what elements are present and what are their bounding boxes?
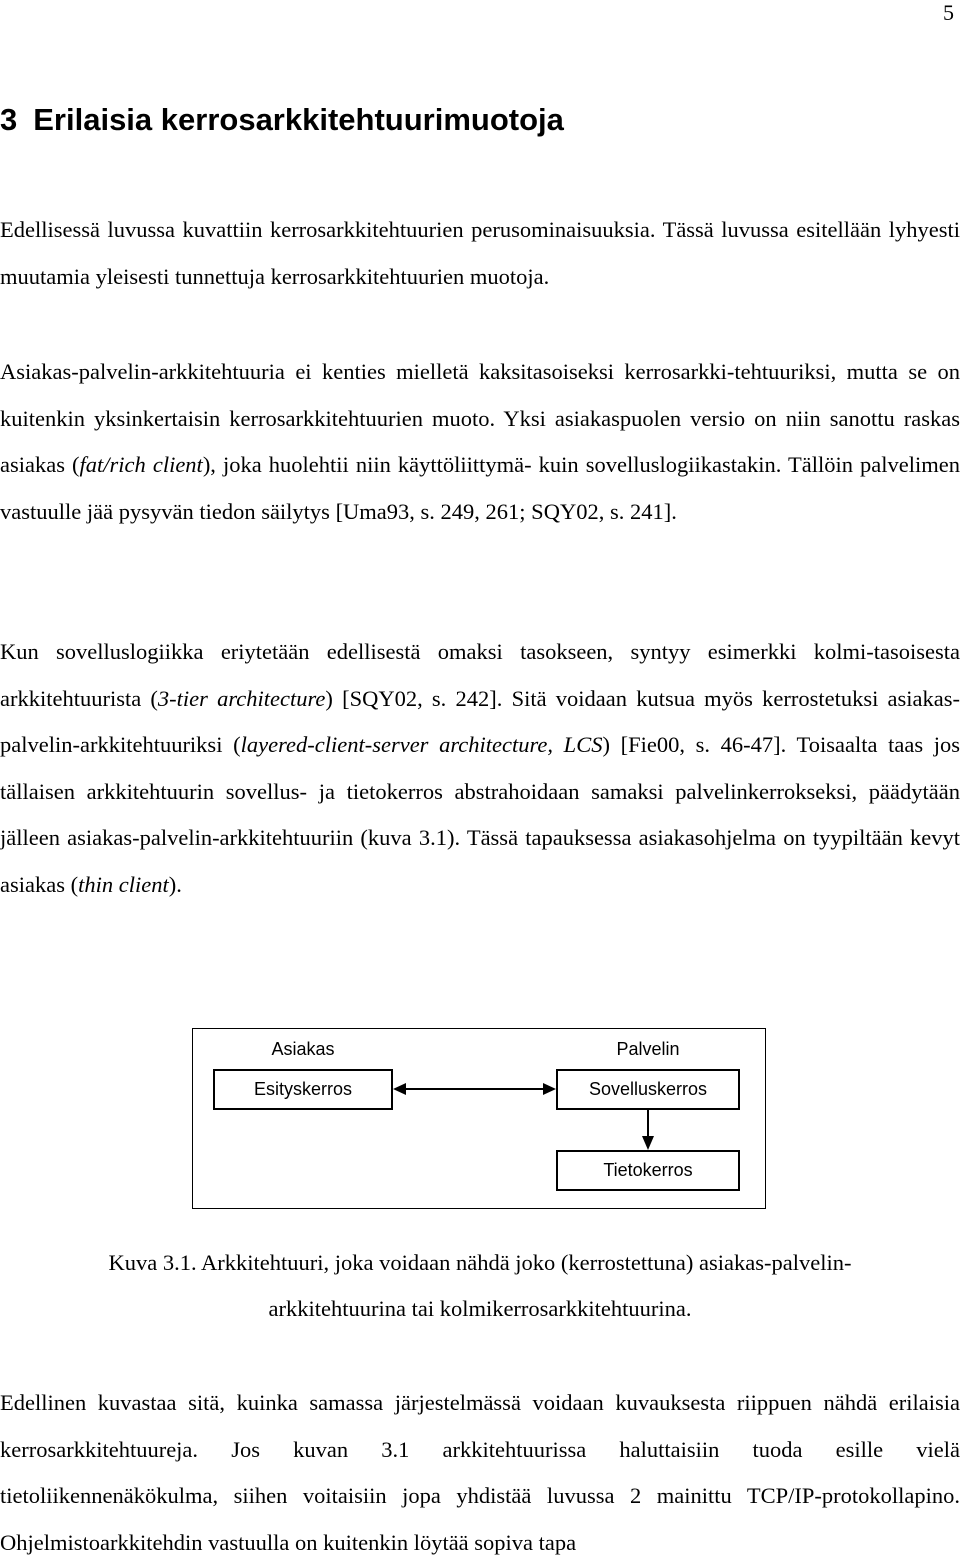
term-thin-client: thin client: [78, 871, 169, 897]
client-label: Asiakas: [271, 1039, 335, 1059]
term-3-tier-architecture: 3-tier architecture: [157, 685, 326, 711]
down-arrow-icon: [642, 1110, 654, 1150]
paragraph-text: ) [Fie00, s. 46-47]. Toisaalta taas jos tällaisen arkkitehtuurin sovellus- ja tietokerros abstrahoidaan samaksi palvelinkerrokseksi, päädytään jälleen asiakas-palvelin-arkkitehtuuriin (kuva 3.1). Tässä tapauksessa asiakasohjelma on tyypiltään kevyt asiakas (: [0, 732, 960, 897]
paragraph-intro: Edellisessä luvussa kuvattiin kerrosarkkitehtuurien perusominaisuuksia. Tässä luvussa esitellään lyhyesti muutamia yleisesti tunnettuja kerrosarkkitehtuurien muotoja.: [0, 217, 960, 289]
paragraph-text: Asiakas-palvelin-arkkitehtuuria ei kenties mielletä kaksitasoiseksi kerrosarkki-tehtuuriksi, mutta se on kuitenkin yksinkertaisin kerrosarkkitehtuurien muoto. Yksi asiakaspuolen versio on niin sanottu raskas asiakas (: [0, 359, 960, 478]
application-layer-label: Sovelluskerros: [588, 1079, 708, 1099]
section-number: 3: [0, 102, 18, 137]
data-layer-label: Tietokerros: [603, 1160, 693, 1180]
caption-line-2: arkkitehtuurina tai kolmikerrosarkkitehtuurina.: [268, 1296, 692, 1321]
server-label: Palvelin: [616, 1039, 680, 1059]
bidirectional-arrow-icon: [393, 1083, 556, 1095]
presentation-layer-label: Esityskerros: [253, 1079, 352, 1099]
term-lcs: layered-client-server architecture, LCS: [240, 732, 603, 758]
paragraph-conclusion: Edellinen kuvastaa sitä, kuinka samassa järjestelmässä voidaan kuvauksesta riippuen nähdä erilaisia kerrosarkkitehtuureja. Jos kuvan 3.1 arkkitehtuurissa haluttaisiin tuoda esille vielä tietoliikennenäkökulma, siihen voitaisiin jopa yhdistää luvussa 2 mainittu TCP/IP-protokollapino. Ohjelmistoarkkitehdin vastuulla on kuitenkin löytää sopiva tapa: [0, 1390, 960, 1555]
section-title: Erilaisia kerrosarkkitehtuurimuotoja: [33, 102, 564, 137]
figure-caption: [0, 1240, 960, 1332]
page-number: 5: [943, 0, 954, 25]
paragraph-text: Kun sovelluslogiikka eriytetään edellisestä omaksi tasokseen, syntyy esimerkki kolmi-tasoisesta arkkitehtuurista (: [0, 639, 960, 711]
paragraph-text: ) [SQY02, s. 242]. Sitä voidaan kutsua myös kerrostetuksi asiakas-palvelin-arkkitehtuuriksi (: [0, 685, 960, 758]
paragraph-text: ), joka huolehtii niin käyttöliittymä- kuin sovelluslogiikastakin. Tällöin palvelimen vastuulle jää pysyvän tiedon säilytys [Uma93, s. 249, 261; SQY02, s. 241].: [0, 452, 960, 524]
caption-line-1: Kuva 3.1. Arkkitehtuuri, joka voidaan nähdä joko (kerrostettuna) asiakas-palvelin-: [108, 1250, 852, 1275]
term-fat-rich-client: fat/rich client: [79, 452, 203, 478]
paragraph-text: ).: [168, 871, 182, 897]
